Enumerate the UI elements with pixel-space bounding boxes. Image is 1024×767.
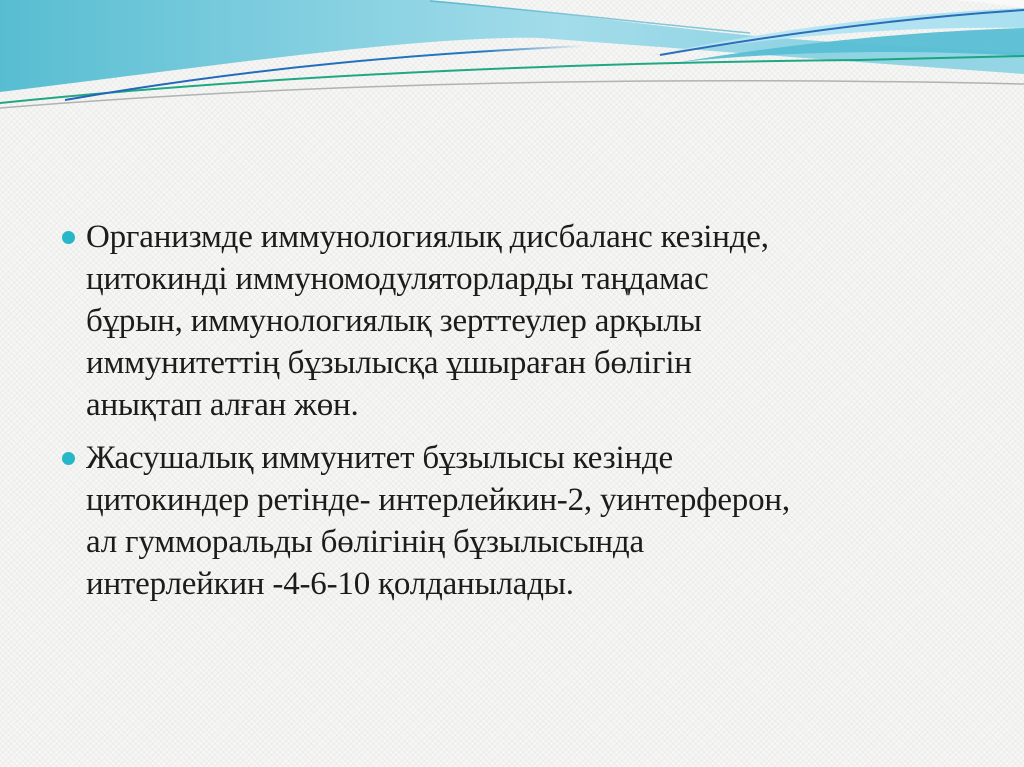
bullet-icon xyxy=(62,452,75,465)
slide-body xyxy=(56,216,994,605)
bullet-text-line: иммунитеттің бұзылысқа ұшыраған бөлігін xyxy=(86,345,692,381)
bullet-text-line: ал гумморальды бөлігінің бұзылысында xyxy=(86,524,644,560)
bullet-text-line: цитокинді иммуномодуляторларды таңдамас xyxy=(86,261,709,297)
bullet-item xyxy=(56,216,994,426)
bullet-item xyxy=(56,437,994,605)
corner-white-wedge xyxy=(950,0,1024,8)
bullet-text-line: анықтап алған жөн. xyxy=(86,387,359,423)
bullet-text-line: интерлейкин -4-6-10 қолданылады. xyxy=(86,566,574,602)
header-wave-decoration xyxy=(0,0,1024,200)
bullet-text-line: Организмде иммунологиялық дисбаланс кезінде, xyxy=(86,219,769,255)
bullet-text-line: бұрын, иммунологиялық зерттеулер арқылы xyxy=(86,303,702,339)
bullet-text-line: цитокиндер ретінде- интерлейкин-2, уинтерферон, xyxy=(86,482,790,518)
bullet-text-line: Жасушалық иммунитет бұзылысы кезінде xyxy=(86,440,673,476)
bullet-icon xyxy=(62,231,75,244)
bullet-text xyxy=(86,437,994,605)
bullet-text xyxy=(86,216,994,426)
